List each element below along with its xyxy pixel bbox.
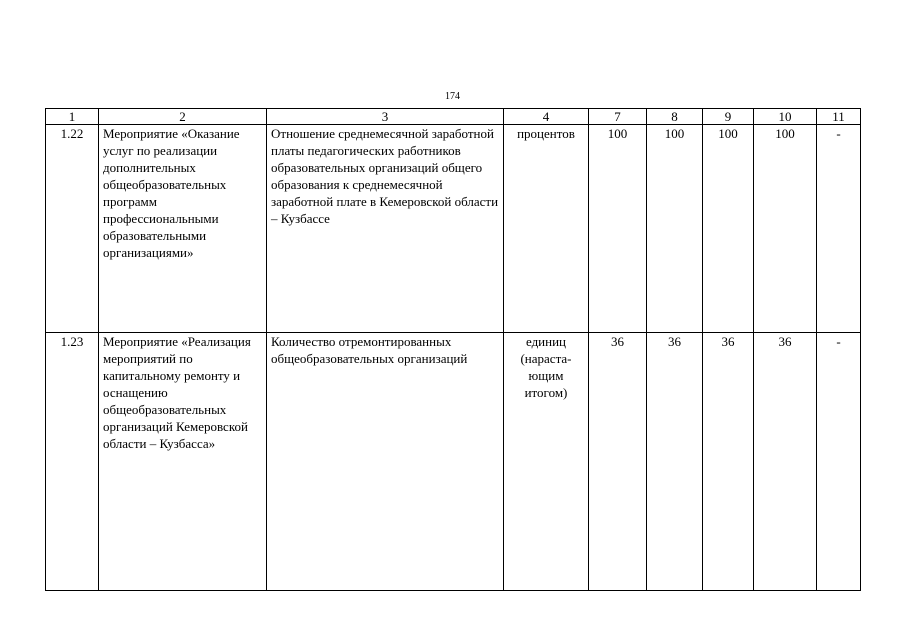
value-col-9: 36 [703, 333, 754, 591]
unit-of-measure: единиц (нараста- ющим итогом) [504, 333, 589, 591]
table-row [46, 125, 861, 333]
column-header: 8 [647, 109, 703, 125]
indicator-name: Отношение среднемесячной заработной платы педагогических работников образовательных организаций общего образования к среднемесячной заработной плате в Кемеровской области – Кузбассе [267, 125, 504, 333]
activity-name: Мероприятие «Реализация мероприятий по капитальному ремонту и оснащению общеобразовательных организаций Кемеровской области – Кузбасса» [99, 333, 267, 591]
value-col-9: 100 [703, 125, 754, 333]
value-col-8: 36 [647, 333, 703, 591]
indicators-table [45, 108, 861, 591]
value-col-7: 36 [589, 333, 647, 591]
value-col-10: 36 [754, 333, 817, 591]
activity-name: Мероприятие «Оказание услуг по реализации дополнительных общеобразовательных программ профессиональными образовательными организациями» [99, 125, 267, 333]
unit-of-measure: процентов [504, 125, 589, 333]
column-header: 9 [703, 109, 754, 125]
value-col-10: 100 [754, 125, 817, 333]
indicator-name: Количество отремонтированных общеобразовательных организаций [267, 333, 504, 591]
value-col-8: 100 [647, 125, 703, 333]
column-header: 3 [267, 109, 504, 125]
value-col-11: - [817, 333, 861, 591]
table-row [46, 333, 861, 591]
column-header: 4 [504, 109, 589, 125]
column-header: 7 [589, 109, 647, 125]
column-header: 10 [754, 109, 817, 125]
value-col-11: - [817, 125, 861, 333]
column-header: 11 [817, 109, 861, 125]
column-header: 2 [99, 109, 267, 125]
value-col-7: 100 [589, 125, 647, 333]
column-header: 1 [46, 109, 99, 125]
row-number: 1.23 [46, 333, 99, 591]
page-number: 174 [445, 91, 460, 102]
row-number: 1.22 [46, 125, 99, 333]
table-header-row [46, 109, 861, 125]
